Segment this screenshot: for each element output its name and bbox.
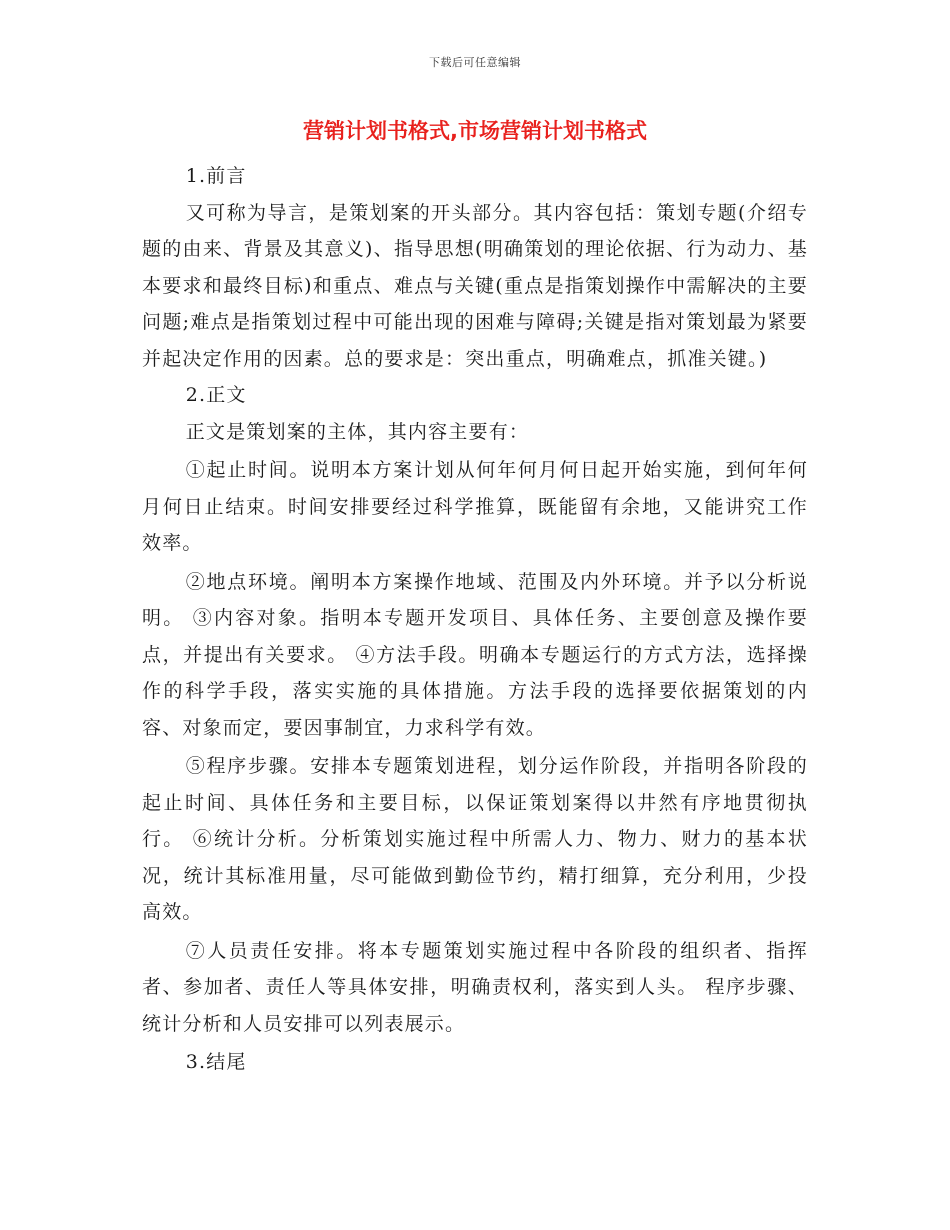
section-heading-body: 2.正文: [185, 384, 247, 406]
section-heading-ending: 3.结尾: [185, 1051, 247, 1073]
page-header: 下载后可任意编辑: [429, 56, 521, 69]
paragraph-body-intro: 正文是策划案的主体，其内容主要有：: [185, 420, 530, 443]
list-item-location: ②地点环境。阐明本方案操作地域、范围及内外环境。并予以分析说明。 ③内容对象。指明本专题开发项目、具体任务、主要创意及操作要点，并提出有关要求。 ④方法手段。明确本专题运行的方式方法，选择操作的科学手段，落实实施的具体措施。方法手段的选择要依据策划的内容、对象而定，要因事制宜，力求科学有效。: [142, 570, 808, 739]
section-heading-preface: 1.前言: [185, 165, 247, 187]
paragraph-preface: 又可称为导言，是策划案的开头部分。其内容包括：策划专题(介绍专题的由来、背景及其意义)、指导思想(明确策划的理论依据、行为动力、基本要求和最终目标)和重点、难点与关键(重点是指策划操作中需解决的主要问题;难点是指策划过程中可能出现的困难与障碍;关键是指对策划最为紧要并起决定作用的因素。总的要求是：突出重点，明确难点，抓准关键。): [142, 201, 808, 370]
list-item-procedure: ⑤程序步骤。安排本专题策划进程，划分运作阶段，并指明各阶段的起止时间、具体任务和主要目标，以保证策划案得以井然有序地贯彻执行。 ⑥统计分析。分析策划实施过程中所需人力、物力、财力的基本状况，统计其标准用量，尽可能做到勤俭节约，精打细算，充分利用，少投高效。: [142, 755, 808, 923]
list-item-personnel: ⑦人员责任安排。将本专题策划实施过程中各阶段的组织者、指挥者、参加者、责任人等具体安排，明确责权利，落实到人头。 程序步骤、统计分析和人员安排可以列表展示。: [142, 939, 808, 1035]
list-item-time: ①起止时间。说明本方案计划从何年何月何日起开始实施，到何年何月何日止结束。时间安排要经过科学推算，既能留有余地，又能讲究工作效率。: [142, 459, 808, 554]
document-body: [142, 158, 808, 1081]
document-title: 营销计划书格式,市场营销计划书格式: [303, 119, 647, 143]
